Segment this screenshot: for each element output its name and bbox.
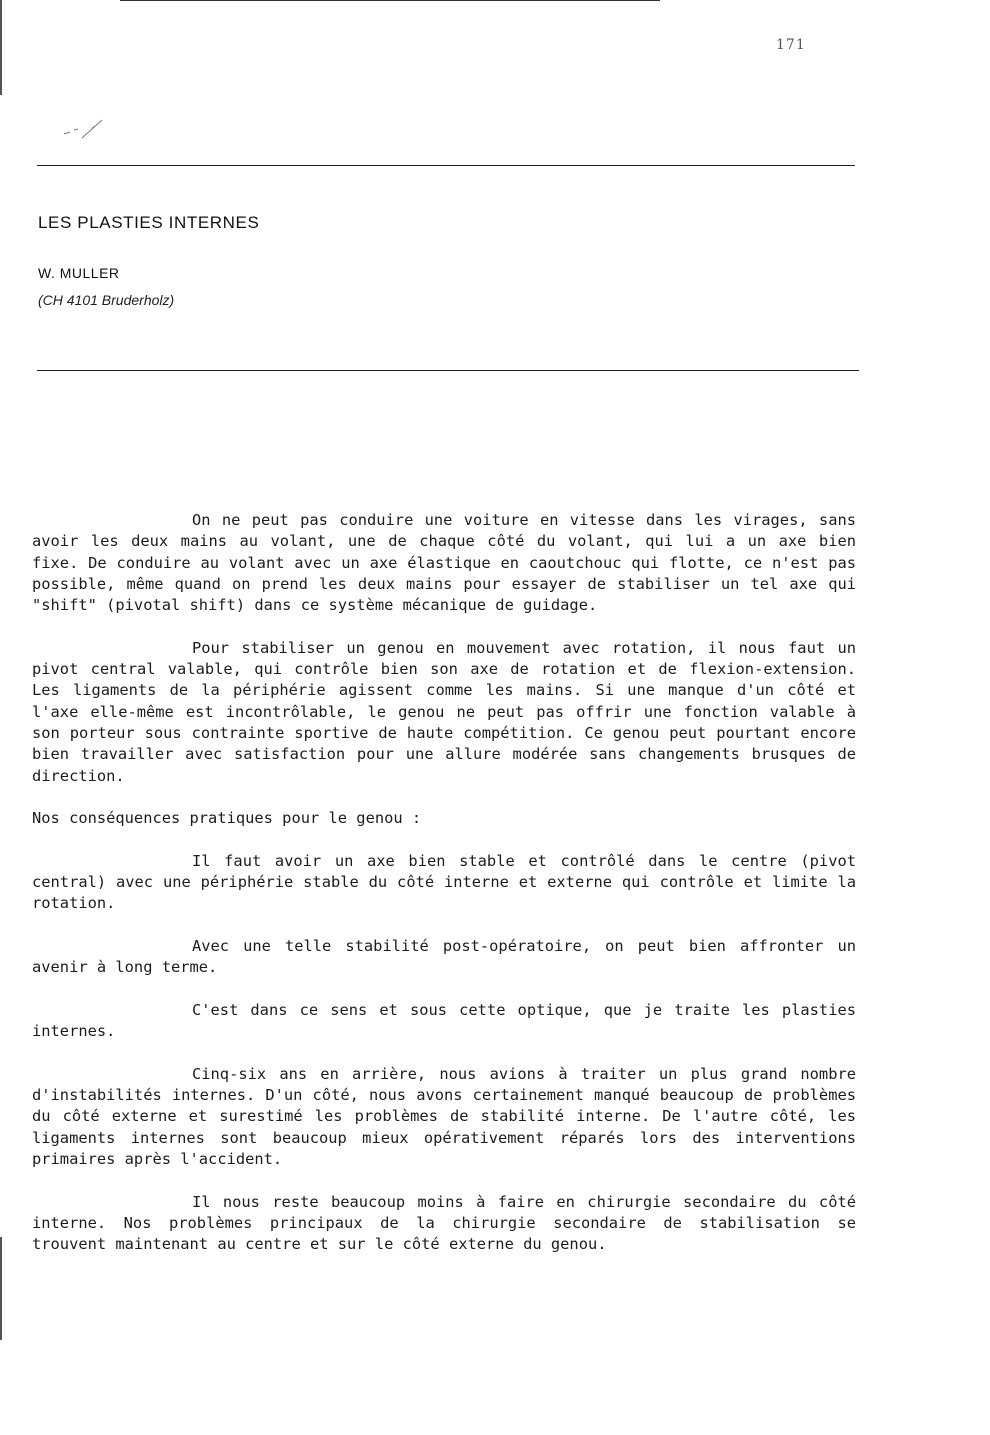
author-name: W. MULLER bbox=[38, 265, 120, 281]
left-margin-mark bbox=[0, 0, 2, 95]
top-edge-line bbox=[120, 0, 660, 1]
page-number: 171 bbox=[776, 37, 806, 53]
header-rule-top bbox=[37, 165, 855, 166]
paragraph: Il faut avoir un axe bien stable et contrôlé dans le centre (pivot central) avec une périphérie stable du côté interne et externe qui contrôle et limite la rotation. bbox=[32, 851, 856, 913]
paragraph: Cinq-six ans en arrière, nous avions à traiter un plus grand nombre d'instabilités internes. D'un côté, nous avons certainement manqué beaucoup de problèmes du côté externe et surestimé les problèmes de stabilité interne. De l'autre côté, les ligaments internes sont beaucoup mieux opérativement réparés lors des interventions primaires après l'accident. bbox=[32, 1064, 856, 1168]
author-affiliation: (CH 4101 Bruderholz) bbox=[38, 292, 175, 308]
article-title: LES PLASTIES INTERNES bbox=[38, 213, 260, 232]
left-margin-mark bbox=[0, 1237, 2, 1340]
paragraph: Avec une telle stabilité post-opératoire, on peut bien affronter un avenir à long terme. bbox=[32, 936, 856, 977]
paragraph: Nos conséquences pratiques pour le genou : bbox=[32, 809, 422, 828]
header-rule-bottom bbox=[37, 370, 859, 371]
article-body bbox=[32, 510, 856, 1277]
pen-scribble-mark bbox=[62, 116, 112, 146]
paragraph: Pour stabiliser un genou en mouvement avec rotation, il nous faut un pivot central valable, qui contrôle bien son axe de rotation et de flexion-extension. Les ligaments de la périphérie agissent comme les mains. Si une manque d'un côté et l'axe elle-même est incontrôlable, le genou ne peut pas offrir une fonction valable à son porteur sous contrainte sportive de haute compétition. Ce genou peut pourtant encore bien travailler avec satisfaction pour une allure modérée sans changements brusques de direction. bbox=[32, 638, 856, 785]
paragraph: On ne peut pas conduire une voiture en vitesse dans les virages, sans avoir les deux mains au volant, une de chaque côté du volant, qui lui a un axe bien fixe. De conduire au volant avec un axe élastique en caoutchouc qui flotte, ce n'est pas possible, même quand on prend les deux mains pour essayer de stabiliser un tel axe qui "shift" (pivotal shift) dans ce système mécanique de guidage. bbox=[32, 511, 856, 615]
paragraph: C'est dans ce sens et sous cette optique, que je traite les plasties internes. bbox=[32, 1000, 856, 1041]
paragraph: Il nous reste beaucoup moins à faire en chirurgie secondaire du côté interne. Nos problèmes principaux de la chirurgie secondaire de stabilisation se trouvent maintenant au centre et sur le côté externe du genou. bbox=[32, 1192, 856, 1254]
